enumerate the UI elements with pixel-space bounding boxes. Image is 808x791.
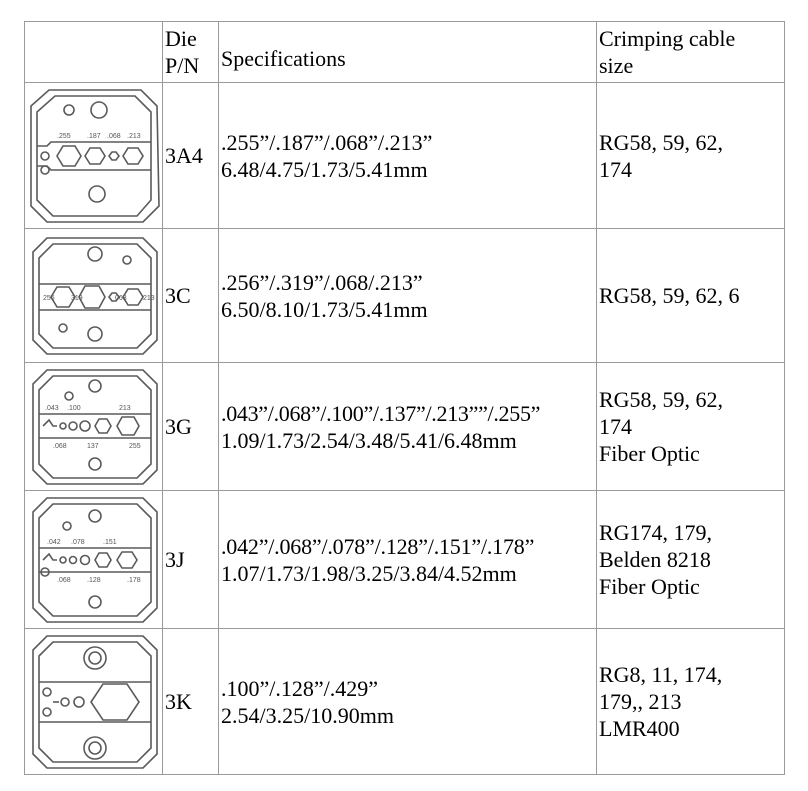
die-3j-illustration xyxy=(27,492,163,628)
header-row xyxy=(25,22,785,83)
cable-size-cell: RG58, 59, 62, 174 Fiber Optic xyxy=(597,363,785,491)
svg-text:.078: .078 xyxy=(71,538,85,546)
die-image-3k xyxy=(25,629,163,775)
cable-size-cell: RG58, 59, 62, 6 xyxy=(597,229,785,363)
svg-text:.255: .255 xyxy=(57,132,71,140)
header-image-cell xyxy=(25,22,163,83)
die-pn-cell: 3A4 xyxy=(163,83,219,229)
cable-size-cell: RG174, 179, Belden 8218 Fiber Optic xyxy=(597,491,785,629)
table-row xyxy=(25,363,785,491)
svg-text:.100: .100 xyxy=(67,404,81,412)
table-row xyxy=(25,83,785,229)
header-die-pn: Die P/N xyxy=(163,22,219,83)
die-image-3j xyxy=(25,491,163,629)
svg-text:213: 213 xyxy=(119,404,131,412)
svg-text:137: 137 xyxy=(87,442,99,450)
die-pn-cell: 3G xyxy=(163,363,219,491)
svg-text:.042: .042 xyxy=(47,538,61,546)
svg-text:.213: .213 xyxy=(127,132,141,140)
cable-size-cell: RG8, 11, 174, 179,, 213 LMR400 xyxy=(597,629,785,775)
svg-text:.043: .043 xyxy=(45,404,59,412)
svg-text:255: 255 xyxy=(129,442,141,450)
die-3c-illustration xyxy=(27,230,163,362)
specifications-cell: .043”/.068”/.100”/.137”/.213””/.255” 1.09/1.73/2.54/3.48/5.41/6.48mm xyxy=(219,363,597,491)
die-image-3g xyxy=(25,363,163,491)
svg-text:.068: .068 xyxy=(107,132,121,140)
die-3a4-illustration xyxy=(27,84,163,228)
header-crimping-cable-size: Crimping cable size xyxy=(597,22,785,83)
svg-text:256: 256 xyxy=(43,294,55,302)
svg-text:319: 319 xyxy=(71,294,83,302)
svg-text:.068: .068 xyxy=(53,442,67,450)
specifications-cell: .255”/.187”/.068”/.213” 6.48/4.75/1.73/5.41mm xyxy=(219,83,597,229)
die-image-3a4 xyxy=(25,83,163,229)
die-spec-table xyxy=(24,21,785,775)
cable-size-cell: RG58, 59, 62, 174 xyxy=(597,83,785,229)
svg-text:.151: .151 xyxy=(103,538,117,546)
die-image-3c xyxy=(25,229,163,363)
specifications-cell: .042”/.068”/.078”/.128”/.151”/.178” 1.07/1.73/1.98/3.25/3.84/4.52mm xyxy=(219,491,597,629)
table-row xyxy=(25,491,785,629)
svg-text:213: 213 xyxy=(143,294,155,302)
die-3g-illustration xyxy=(27,364,163,490)
svg-text:.187: .187 xyxy=(87,132,101,140)
svg-text:.178: .178 xyxy=(127,576,141,584)
svg-text:.128: .128 xyxy=(87,576,101,584)
specifications-cell: .256”/.319”/.068/.213” 6.50/8.10/1.73/5.41mm xyxy=(219,229,597,363)
table-row xyxy=(25,229,785,363)
header-specifications: Specifications xyxy=(219,22,597,83)
specifications-cell: .100”/.128”/.429” 2.54/3.25/10.90mm xyxy=(219,629,597,775)
die-pn-cell: 3K xyxy=(163,629,219,775)
table-row xyxy=(25,629,785,775)
svg-text:068: 068 xyxy=(115,294,127,302)
die-pn-cell: 3J xyxy=(163,491,219,629)
svg-text:.068: .068 xyxy=(57,576,71,584)
die-3k-illustration xyxy=(27,630,163,774)
die-pn-cell: 3C xyxy=(163,229,219,363)
